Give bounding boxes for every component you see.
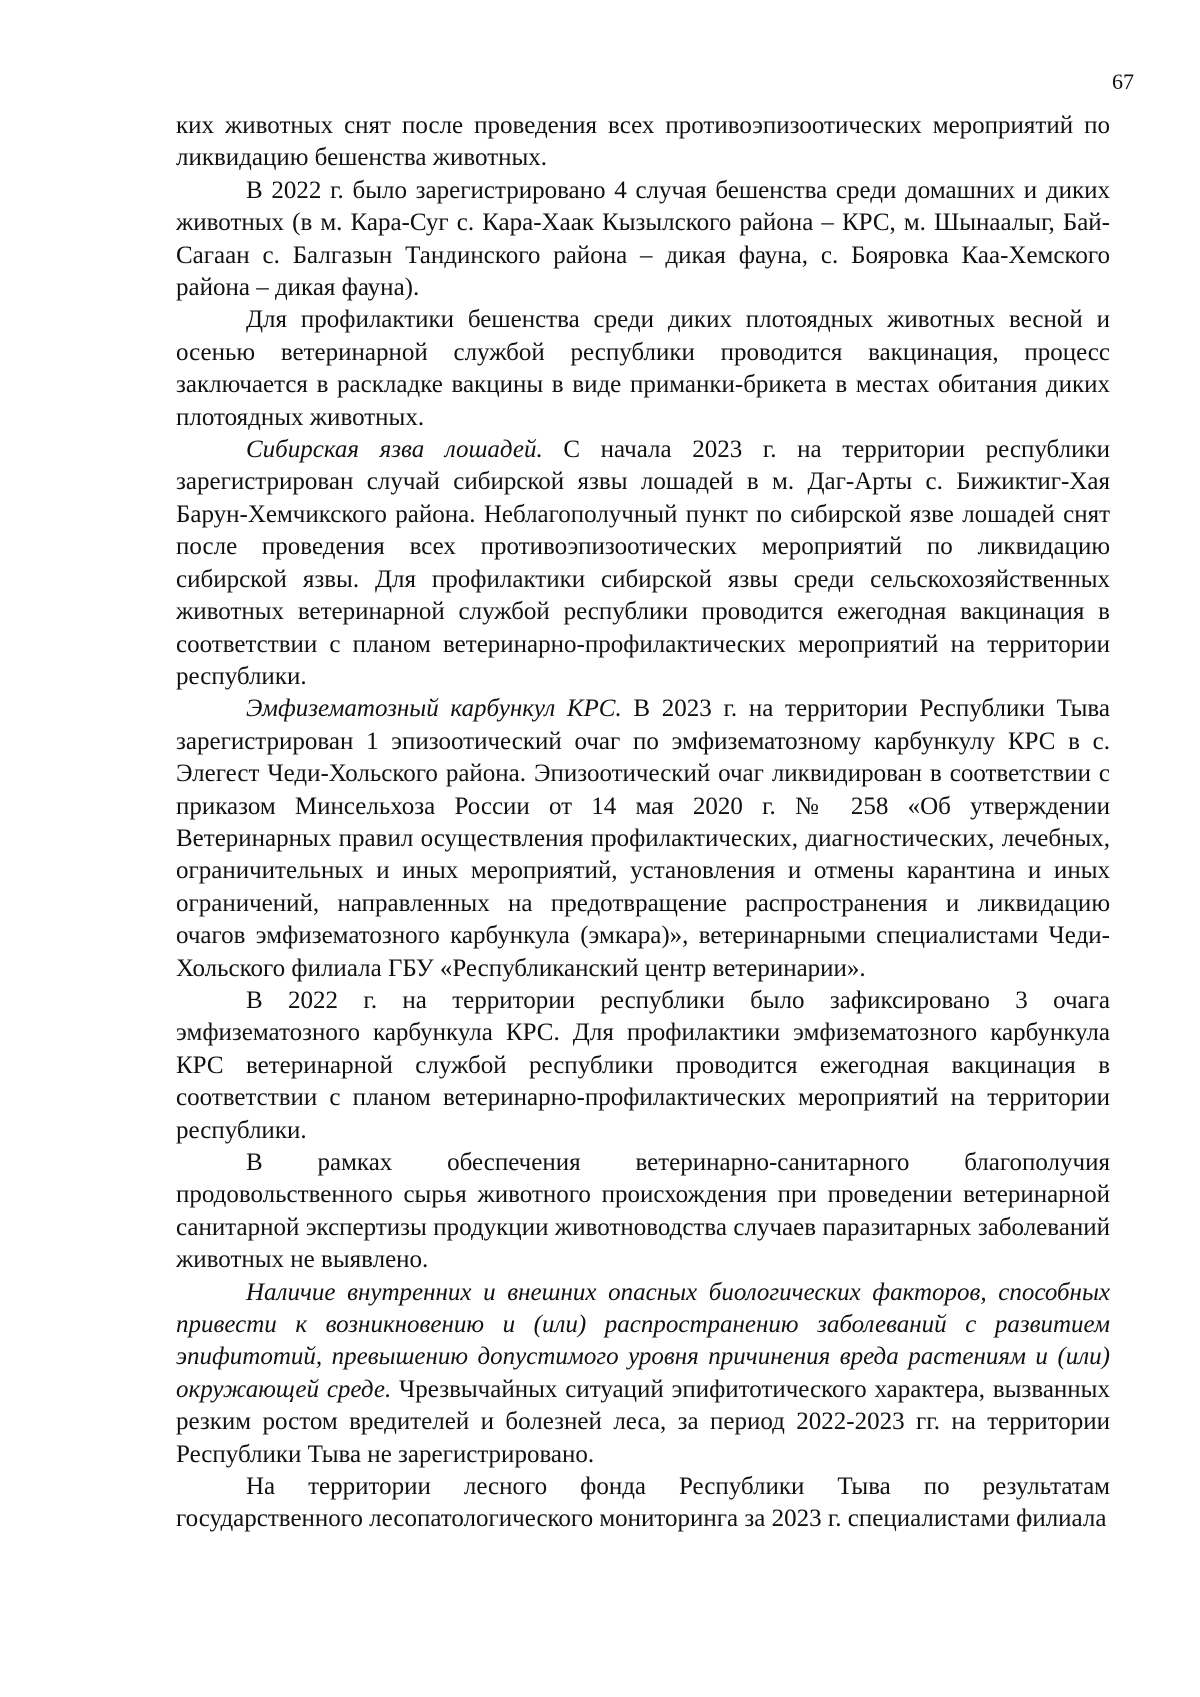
biological-factors-text: Чрезвычайных ситуаций эпифитотического характера, вызванных резким ростом вредителей и болезней леса, за период 2022-2023 гг. на территории Республики Тыва не зарегистрировано. [176,1375,1110,1468]
paragraph-rabies-prevention: Для профилактики бешенства среди диких плотоядных животных весной и осенью ветеринарной службой республики проводится вакцинация, процесс заключается в раскладке вакцины в виде приманки-брикета в местах обитания диких плотоядных животных. [176,306,1110,431]
body-text [176,110,1110,1536]
paragraph-emcar [176,693,1110,985]
emcar-text: В 2023 г. на территории Республики Тыва зарегистрирован 1 эпизоотический очаг по эмфизематозному карбункулу КРС в с. Элегест Чеди-Хольского района. Эпизоотический очаг ликвидирован в соответствии с приказом Минсельхоза России от 14 мая 2020 г. № 258 «Об утверждении Ветеринарных правил осуществления профилактических, диагностических, лечебных, ограничительных и иных мероприятий, установления и отмены карантина и иных ограничений, направленных на предотвращение распространения и ликвидацию очагов эмфизематозного карбункула (эмкара)», ветеринарными специалистами Чеди-Хольского филиала ГБУ «Республиканский центр ветеринарии». [176,695,1110,982]
paragraph-emcar-2022: В 2022 г. на территории республики было зафиксировано 3 очага эмфизематозного карбункула КРС. Для профилактики эмфизематозного карбункула КРС ветеринарной службой республики проводится ежегодная вакцинация в соответствии с планом ветеринарно-профилактических мероприятий на территории республики. [176,986,1110,1144]
paragraph-vet-sanitary: В рамках обеспечения ветеринарно-санитарного благополучия продовольственного сырья животного происхождения при проведении ветеринарной санитарной экспертизы продукции животноводства случаев паразитарных заболеваний животных не выявлено. [176,1149,1110,1274]
paragraph-forest-monitoring: На территории лесного фонда Республики Тыва по результатам государственного лесопатологического мониторинга за 2023 г. специалистами филиала [176,1473,1110,1533]
anthrax-heading: Сибирская язва лошадей. [246,436,543,464]
anthrax-text: С начала 2023 г. на территории республики зарегистрирован случай сибирской язвы лошадей в м. Даг-Арты с. Бижиктиг-Хая Барун-Хемчикского района. Неблагополучный пункт по сибирской язве лошадей снят после проведения всех противоэпизоотических мероприятий по ликвидацию сибирской язвы. Для профилактики сибирской язвы среди сельскохозяйственных животных ветеринарной службой республики проводится ежегодная вакцинация в соответствии с планом ветеринарно-профилактических мероприятий на территории республики. [176,436,1110,690]
paragraph-rabies-cases-2022: В 2022 г. было зарегистрировано 4 случая бешенства среди домашних и диких животных (в м. Кара-Суг с. Кара-Хаак Кызылского района – КРС, м. Шынаалыг, Бай-Сагаан с. Балгазын Тандинского района – дикая фауна, с. Бояровка Каа-Хемского района – дикая фауна). [176,176,1110,302]
page-number: 67 [1112,69,1134,94]
paragraph-continuation: ких животных снят после проведения всех противоэпизоотических мероприятий по ликвидацию бешенства животных. [176,112,1110,172]
emcar-heading: Эмфизематозный карбункул КРС. [246,695,622,723]
biological-factors-heading: Наличие внутренних и внешних опасных биологических факторов, способных привести к возникновению и (или) распространению заболеваний с развитием эпифитотий, превышению допустимого уровня причинения вреда растениям и (или) окружающей среде. [176,1278,1110,1403]
paragraph-anthrax [176,434,1110,693]
paragraph-biological-factors [176,1277,1110,1471]
